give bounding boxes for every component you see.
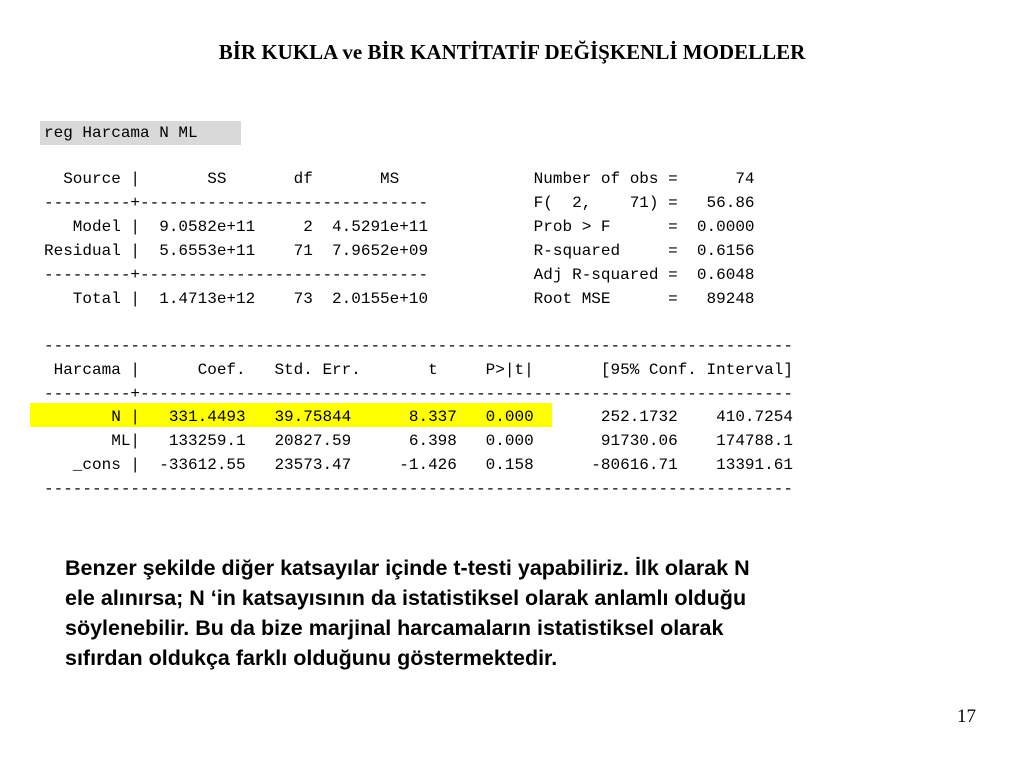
coef-row-ml: ML| 133259.1 20827.59 6.398 0.000 91730.06 174788.1 <box>44 432 793 450</box>
anova-separator-line: ---------+------------------------------ F( 2, 71) = 56.86 <box>44 194 755 212</box>
slide-title: BİR KUKLA ve BİR KANTİTATİF DEĞİŞKENLİ MODELLER <box>218 40 806 64</box>
anova-residual-line: Residual | 5.6553e+11 71 7.9652e+09 R-squared = 0.6156 <box>44 242 755 260</box>
page-number: 17 <box>957 706 976 727</box>
coef-bottom-rule: ------------------------------------------------------------------------------ <box>44 480 793 498</box>
anova-separator-line: ---------+------------------------------ Adj R-squared = 0.6048 <box>44 266 755 284</box>
coef-row-cons: _cons | -33612.55 23573.47 -1.426 0.158 -80616.71 13391.61 <box>44 456 793 474</box>
anova-total-line: Total | 1.4713e+12 73 2.0155e+10 Root MSE = 89248 <box>44 290 755 308</box>
coef-header-line: Harcama | Coef. Std. Err. t P>|t| [95% Conf. Interval] <box>44 361 793 379</box>
coef-separator-line: ---------+-------------------------------------------------------------------- <box>44 385 793 403</box>
explanation-paragraph: Benzer şekilde diğer katsayılar içinde t-testi yapabiliriz. İlk olarak N ele alınırsa; N ‘in katsayısının da istatistiksel olarak anlamlı olduğu söylenebilir. Bu da bize marjinal harcamaların istatistiksel olarak sıfırdan oldukça farklı olduğunu göstermektedir. <box>65 556 750 670</box>
anova-header-line: Source | SS df MS Number of obs = 74 <box>44 170 755 188</box>
regression-command: reg Harcama N ML <box>40 121 241 145</box>
coef-row-n: N | 331.4493 39.75844 8.337 0.000 252.1732 410.7254 <box>44 408 793 426</box>
anova-model-line: Model | 9.0582e+11 2 4.5291e+11 Prob > F = 0.0000 <box>44 218 755 236</box>
coef-top-rule: ------------------------------------------------------------------------------ <box>44 337 793 355</box>
